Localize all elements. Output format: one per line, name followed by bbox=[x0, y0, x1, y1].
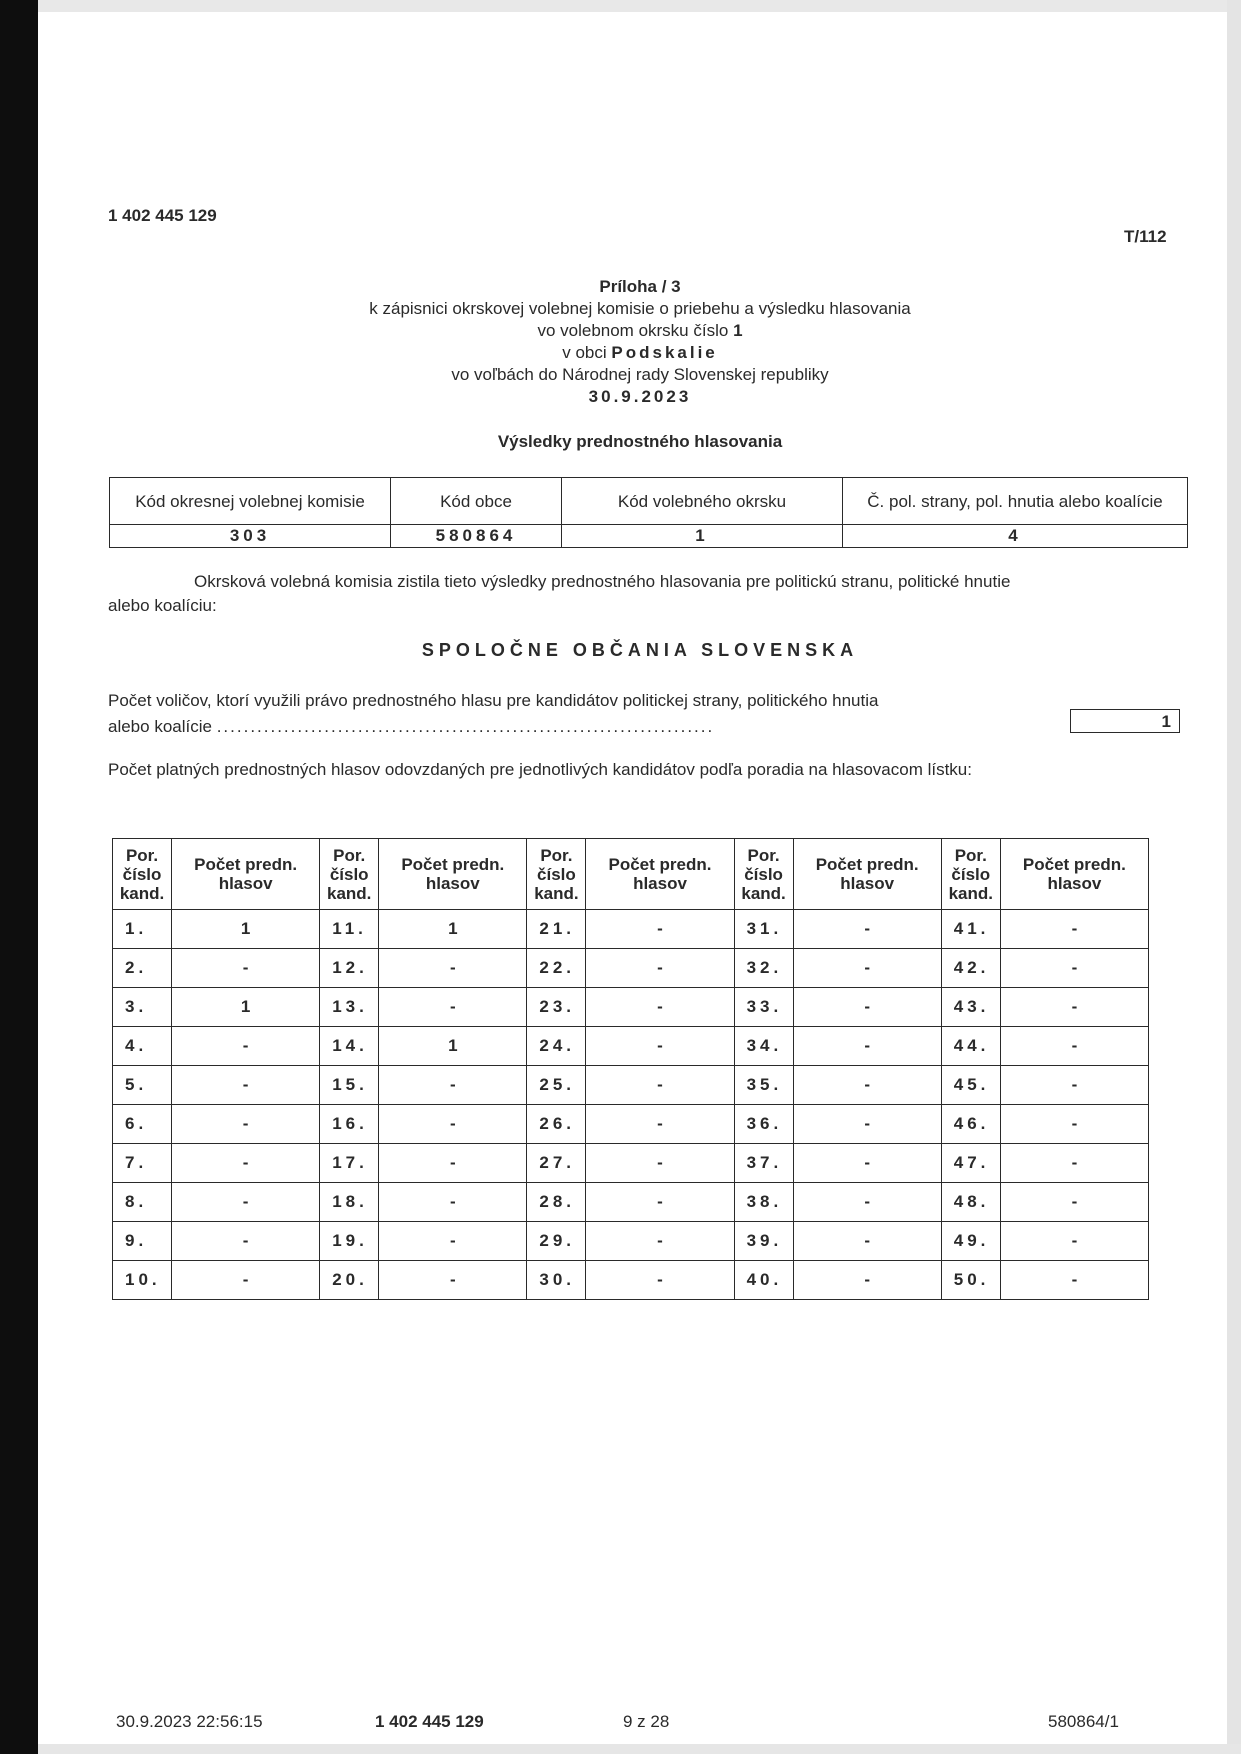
candidate-number: 27. bbox=[527, 1144, 586, 1183]
candidate-votes: - bbox=[793, 988, 941, 1027]
candidate-number: 1. bbox=[113, 910, 172, 949]
candidate-number: 23. bbox=[527, 988, 586, 1027]
candidate-votes: - bbox=[172, 1027, 320, 1066]
candidate-votes: - bbox=[379, 988, 527, 1027]
candidate-number: 46. bbox=[941, 1105, 1000, 1144]
intro-paragraph: Okrsková volebná komisia zistila tieto výsledky prednostného hlasovania pre politickú stranu, politické hnutie alebo koalíciu: bbox=[108, 572, 1011, 615]
candidate-votes: - bbox=[793, 1066, 941, 1105]
header-line-4: vo voľbách do Národnej rady Slovenskej republiky bbox=[451, 365, 829, 384]
header-line-3: v obci Podskalie bbox=[562, 343, 718, 362]
candidate-votes: - bbox=[586, 1105, 734, 1144]
document-header bbox=[140, 276, 1140, 408]
candidate-number-header: Por. číslo kand. bbox=[113, 839, 172, 910]
table-row bbox=[113, 1066, 1149, 1105]
party-name: SPOLOČNE OBČANIA SLOVENSKA bbox=[421, 640, 859, 660]
voters-count-box: 1 bbox=[1070, 709, 1180, 733]
candidate-votes: - bbox=[1000, 1144, 1148, 1183]
footer-page-number: 9 z 28 bbox=[623, 1712, 670, 1731]
section-title: Výsledky prednostného hlasovania bbox=[497, 432, 783, 451]
candidate-votes: - bbox=[586, 1027, 734, 1066]
candidate-votes: - bbox=[379, 949, 527, 988]
header-line-2: vo volebnom okrsku číslo 1 bbox=[537, 321, 743, 340]
attachment-title: Príloha / 3 bbox=[599, 277, 681, 296]
candidate-votes: - bbox=[793, 1183, 941, 1222]
preference-votes-table bbox=[112, 838, 1149, 1300]
codes-header-cell: Kód volebného okrsku bbox=[562, 478, 843, 525]
candidate-number: 38. bbox=[734, 1183, 793, 1222]
candidate-votes: - bbox=[379, 1144, 527, 1183]
footer-timestamp: 30.9.2023 22:56:15 bbox=[116, 1712, 263, 1731]
candidate-votes: - bbox=[172, 1261, 320, 1300]
candidate-votes: - bbox=[1000, 1222, 1148, 1261]
candidate-number: 28. bbox=[527, 1183, 586, 1222]
candidate-number: 44. bbox=[941, 1027, 1000, 1066]
candidate-number: 33. bbox=[734, 988, 793, 1027]
candidate-number: 21. bbox=[527, 910, 586, 949]
leader-dots: .......................................................................... bbox=[216, 717, 715, 736]
candidate-votes: - bbox=[586, 1183, 734, 1222]
candidate-number: 19. bbox=[320, 1222, 379, 1261]
candidate-number: 29. bbox=[527, 1222, 586, 1261]
candidate-number: 49. bbox=[941, 1222, 1000, 1261]
codes-header-cell: Kód okresnej volebnej komisie bbox=[110, 478, 391, 525]
candidate-number: 39. bbox=[734, 1222, 793, 1261]
candidate-votes: - bbox=[379, 1105, 527, 1144]
candidate-number: 5. bbox=[113, 1066, 172, 1105]
header-line-1: k zápisnici okrskovej volebnej komisie o priebehu a výsledku hlasovania bbox=[369, 299, 911, 318]
candidate-votes: - bbox=[586, 1222, 734, 1261]
form-code: T/112 bbox=[1124, 227, 1167, 246]
table-row bbox=[113, 1183, 1149, 1222]
candidate-number: 12. bbox=[320, 949, 379, 988]
candidate-votes: - bbox=[1000, 1105, 1148, 1144]
candidate-number: 15. bbox=[320, 1066, 379, 1105]
candidate-number: 6. bbox=[113, 1105, 172, 1144]
candidate-number: 30. bbox=[527, 1261, 586, 1300]
candidate-votes: - bbox=[586, 1144, 734, 1183]
candidate-votes: - bbox=[1000, 988, 1148, 1027]
candidate-votes: - bbox=[172, 1144, 320, 1183]
candidate-number: 31. bbox=[734, 910, 793, 949]
candidate-votes: - bbox=[1000, 1261, 1148, 1300]
candidate-votes: - bbox=[1000, 1066, 1148, 1105]
candidate-votes: - bbox=[586, 1261, 734, 1300]
candidate-number: 40. bbox=[734, 1261, 793, 1300]
candidate-votes: 1 bbox=[172, 988, 320, 1027]
candidate-number: 18. bbox=[320, 1183, 379, 1222]
candidate-number: 8. bbox=[113, 1183, 172, 1222]
candidate-votes: 1 bbox=[379, 1027, 527, 1066]
candidate-number: 47. bbox=[941, 1144, 1000, 1183]
candidate-votes: - bbox=[586, 910, 734, 949]
candidate-number: 32. bbox=[734, 949, 793, 988]
candidate-votes: - bbox=[586, 949, 734, 988]
candidate-votes: - bbox=[172, 1222, 320, 1261]
candidate-votes: - bbox=[379, 1183, 527, 1222]
candidate-number: 26. bbox=[527, 1105, 586, 1144]
codes-value-cell: 4 bbox=[843, 525, 1188, 548]
candidate-votes: - bbox=[1000, 949, 1148, 988]
candidate-number: 20. bbox=[320, 1261, 379, 1300]
candidate-votes: - bbox=[379, 1222, 527, 1261]
candidate-number: 17. bbox=[320, 1144, 379, 1183]
candidate-votes: - bbox=[379, 1066, 527, 1105]
candidate-votes: - bbox=[793, 1222, 941, 1261]
candidate-number: 4. bbox=[113, 1027, 172, 1066]
candidate-votes: - bbox=[1000, 1183, 1148, 1222]
candidate-number: 16. bbox=[320, 1105, 379, 1144]
candidate-votes: - bbox=[172, 949, 320, 988]
candidate-number: 24. bbox=[527, 1027, 586, 1066]
codes-header-cell: Č. pol. strany, pol. hnutia alebo koalície bbox=[843, 478, 1188, 525]
codes-value-cell: 1 bbox=[562, 525, 843, 548]
codes-value-cell: 303 bbox=[110, 525, 391, 548]
table-row bbox=[113, 1144, 1149, 1183]
candidate-number: 13. bbox=[320, 988, 379, 1027]
candidate-votes: - bbox=[586, 1066, 734, 1105]
candidate-votes: - bbox=[793, 1027, 941, 1066]
candidate-votes: - bbox=[172, 1105, 320, 1144]
preference-votes-header: Počet predn. hlasov bbox=[793, 839, 941, 910]
preference-votes-header: Počet predn. hlasov bbox=[1000, 839, 1148, 910]
candidate-number-header: Por. číslo kand. bbox=[941, 839, 1000, 910]
voters-label: Počet voličov, ktorí využili právo prednostného hlasu pre kandidátov politickej strany, politického hnutia alebo koalície .......................................................................... bbox=[108, 691, 879, 736]
candidate-votes: - bbox=[793, 1144, 941, 1183]
preference-votes-header: Počet predn. hlasov bbox=[172, 839, 320, 910]
candidate-votes: - bbox=[379, 1261, 527, 1300]
table-header-row bbox=[113, 839, 1149, 910]
candidate-number: 34. bbox=[734, 1027, 793, 1066]
candidate-number-header: Por. číslo kand. bbox=[527, 839, 586, 910]
candidate-number: 42. bbox=[941, 949, 1000, 988]
table-row bbox=[113, 910, 1149, 949]
footer-code: 580864/1 bbox=[1048, 1712, 1119, 1731]
candidate-number: 14. bbox=[320, 1027, 379, 1066]
candidate-number: 11. bbox=[320, 910, 379, 949]
candidate-votes: - bbox=[172, 1066, 320, 1105]
candidate-number-header: Por. číslo kand. bbox=[320, 839, 379, 910]
codes-value-cell: 580864 bbox=[391, 525, 562, 548]
candidate-votes: - bbox=[793, 1105, 941, 1144]
candidate-votes: 1 bbox=[172, 910, 320, 949]
candidate-votes: - bbox=[793, 949, 941, 988]
table-row bbox=[113, 949, 1149, 988]
candidate-number: 35. bbox=[734, 1066, 793, 1105]
scan-border-top bbox=[38, 0, 1241, 12]
table-row bbox=[113, 1027, 1149, 1066]
election-date: 30.9.2023 bbox=[588, 387, 692, 406]
preference-votes-header: Počet predn. hlasov bbox=[586, 839, 734, 910]
candidate-number: 37. bbox=[734, 1144, 793, 1183]
candidate-number: 48. bbox=[941, 1183, 1000, 1222]
codes-header-cell: Kód obce bbox=[391, 478, 562, 525]
candidate-number: 25. bbox=[527, 1066, 586, 1105]
candidate-votes: - bbox=[793, 910, 941, 949]
candidate-votes: - bbox=[172, 1183, 320, 1222]
candidate-votes: 1 bbox=[379, 910, 527, 949]
candidate-votes: - bbox=[586, 988, 734, 1027]
table-row bbox=[113, 1105, 1149, 1144]
preference-votes-header: Počet predn. hlasov bbox=[379, 839, 527, 910]
votes-label: Počet platných prednostných hlasov odovzdaných pre jednotlivých kandidátov podľa poradia na hlasovacom lístku: bbox=[108, 760, 972, 779]
candidate-number-header: Por. číslo kand. bbox=[734, 839, 793, 910]
candidate-number: 9. bbox=[113, 1222, 172, 1261]
candidate-number: 50. bbox=[941, 1261, 1000, 1300]
table-row bbox=[113, 1222, 1149, 1261]
scan-border-bottom bbox=[38, 1744, 1241, 1754]
codes-table bbox=[109, 477, 1188, 548]
candidate-votes: - bbox=[793, 1261, 941, 1300]
candidate-number: 3. bbox=[113, 988, 172, 1027]
scan-border-left bbox=[0, 0, 38, 1754]
table-row bbox=[113, 988, 1149, 1027]
candidate-number: 45. bbox=[941, 1066, 1000, 1105]
document-number: 1 402 445 129 bbox=[108, 206, 217, 225]
candidate-number: 36. bbox=[734, 1105, 793, 1144]
candidate-number: 41. bbox=[941, 910, 1000, 949]
candidate-number: 7. bbox=[113, 1144, 172, 1183]
district-number: 1 bbox=[733, 321, 743, 340]
candidate-number: 43. bbox=[941, 988, 1000, 1027]
candidate-number: 22. bbox=[527, 949, 586, 988]
table-row bbox=[113, 1261, 1149, 1300]
footer-document-number: 1 402 445 129 bbox=[375, 1712, 484, 1731]
candidate-number: 2. bbox=[113, 949, 172, 988]
candidate-votes: - bbox=[1000, 910, 1148, 949]
candidate-number: 10. bbox=[113, 1261, 172, 1300]
scan-border-right bbox=[1227, 0, 1241, 1754]
candidate-votes: - bbox=[1000, 1027, 1148, 1066]
municipality-name: Podskalie bbox=[611, 343, 718, 362]
